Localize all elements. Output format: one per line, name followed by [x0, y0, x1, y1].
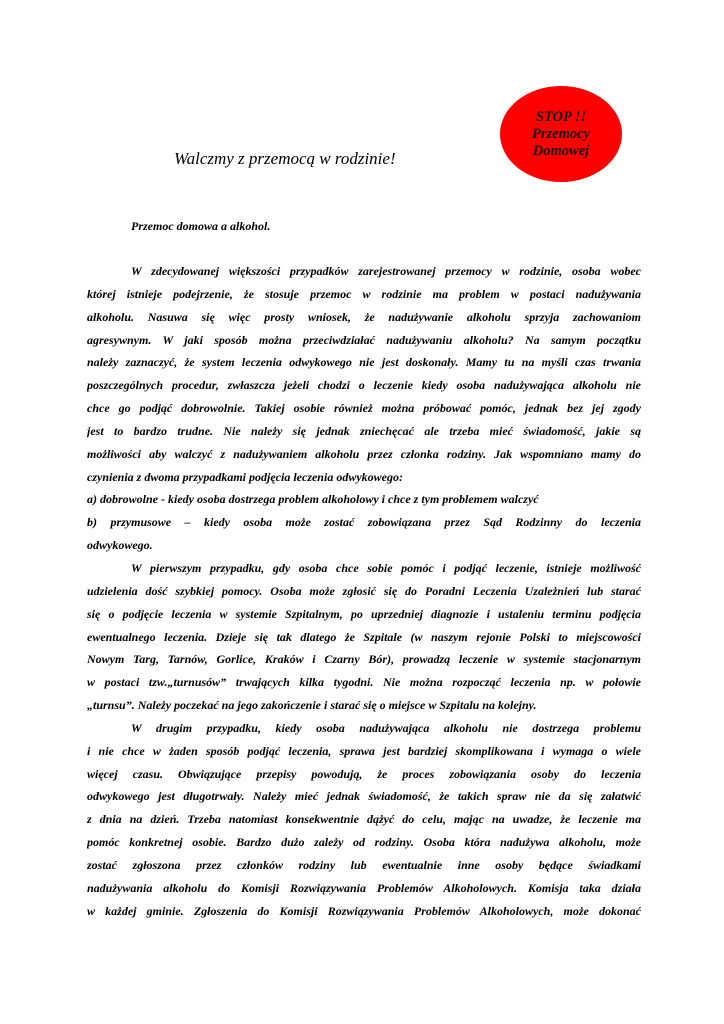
body-line: odwykowego jest długotrwały. Należy mieć jednak świadomość, że takich spraw nie da się załatwić: [87, 789, 641, 804]
body-line: nadużywania alkoholu do Komisji Rozwiązywania Problemów Alkoholowych. Komisja taka działa: [87, 880, 641, 895]
body-line: w każdej gminie. Zgłoszenia do Komisji Rozwiązywania Problemów Alkoholowych, może dokonać: [87, 903, 641, 918]
stop-violence-badge: [500, 86, 622, 182]
body-line: z dnia na dzień. Trzeba natomiast konsekwentnie dążyć do celu, mając na uwadze, że leczenie ma: [87, 812, 641, 827]
article-body: [87, 260, 641, 922]
body-line: jest to bardzo trudne. Nie należy się jednak zniechęcać ale trzeba mieć świadomość, jakie są: [87, 423, 641, 438]
body-line: zostać zgłoszona przez członków rodziny lub ewentualnie inne osoby będące świadkami: [87, 857, 641, 872]
body-line: agresywnym. W jaki sposób można przeciwdziałać nadużywaniu alkoholu? Na samym początku: [87, 332, 641, 347]
body-line: możliwości aby walczyć z nadużywaniem alkoholu przez członka rodziny. Jak wspomniano mamy do: [87, 446, 641, 461]
body-line: i nie chce w żaden sposób podjąć leczenia, sprawa jest bardziej skomplikowana i wymaga o wiele: [87, 743, 641, 758]
body-line: W pierwszym przypadku, gdy osoba chce sobie pomóc i podjąć leczenie, istnieje możliwość: [131, 560, 641, 575]
document-title: Walczmy z przemocą w rodzinie!: [174, 149, 396, 168]
list-item-voluntary: a) dobrowolne - kiedy osoba dostrzega problem alkoholowy i chce z tym problemem walczyć: [87, 492, 539, 507]
body-line: w postaci tzw.„turnusów” trwających kilka tygodni. Nie można rozpocząć leczenia np. w połowie: [87, 675, 641, 690]
body-line: Nowym Targ, Tarnów, Gorlice, Kraków i Czarny Bór), prowadzą leczenie w systemie stacjonarnym: [87, 652, 641, 667]
body-line: chce go podjąć dobrowolnie. Takiej osobie również można próbować pomóc, jednak bez jej zgody: [87, 401, 641, 416]
badge-line-2: Przemocy: [532, 125, 590, 142]
badge-line-1: STOP !!: [535, 108, 587, 125]
body-line: udzielenia dość szybkiej pomocy. Osoba może zgłosić się do Poradni Leczenia Uzależnień lub starać: [87, 583, 641, 598]
body-line: ewentualnego leczenia. Dzieje się tak dlatego że Szpitale (w naszym rejonie Polski to miejscowości: [87, 629, 641, 644]
body-line: alkoholu. Nasuwa się więc prosty wniosek, że nadużywanie alkoholu sprzyja zachowaniom: [87, 309, 641, 324]
badge-line-3: Domowej: [532, 142, 590, 159]
body-line: czynienia z dwoma przypadkami podjęcia leczenia odwykowego:: [87, 469, 403, 484]
section-subheading: Przemoc domowa a alkohol.: [131, 219, 271, 233]
body-line: się o podjęcie leczenia w systemie Szpitalnym, po uprzedniej diagnozie i ustaleniu terminu podjęcia: [87, 606, 641, 621]
body-line: odwykowego.: [87, 538, 153, 553]
list-item-compulsory: b) przymusowe – kiedy osoba może zostać zobowiązana przez Sąd Rodzinny do leczenia: [87, 515, 641, 530]
body-line: „turnsu”. Należy poczekać na jego zakończenie i starać się o miejsce w Szpitalu na kolejny.: [87, 698, 537, 713]
body-line: której istnieje podejrzenie, że stosuje przemoc w rodzinie ma problem w postaci nadużywania: [87, 286, 641, 301]
body-line: należy zaznaczyć, że system leczenia odwykowego nie jest doskonały. Mamy tu na myśli czas trwania: [87, 355, 641, 370]
body-line: poszczególnych procedur, zwłaszcza jeżeli chodzi o leczenie kiedy osoba nadużywająca alkoholu nie: [87, 378, 641, 393]
body-line: W drugim przypadku, kiedy osoba nadużywająca alkoholu nie dostrzega problemu: [131, 720, 641, 735]
body-line: pomóc konkretnej osobie. Bardzo dużo zależy od rodziny. Osoba która nadużywa alkoholu, może: [87, 835, 641, 850]
body-line: więcej czasu. Obwiązujące przepisy powodują, że proces zobowiązania osoby do leczenia: [87, 766, 641, 781]
body-line: W zdecydowanej większości przypadków zarejestrowanej przemocy w rodzinie, osoba wobec: [131, 264, 641, 278]
